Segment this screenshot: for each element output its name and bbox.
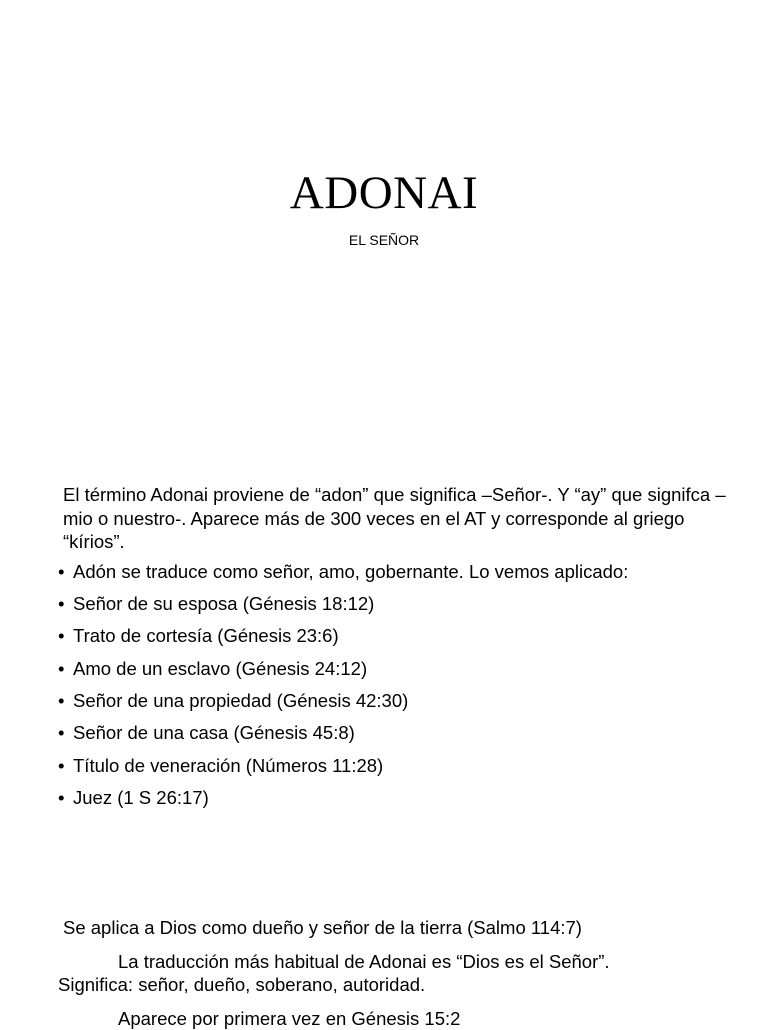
bullet-text: Adón se traduce como señor, amo, gobernante. Lo vemos aplicado: [73, 561, 628, 582]
bullet-text: Señor de una propiedad (Génesis 42:30) [73, 690, 408, 711]
slide-title: ADONAI [0, 164, 768, 222]
bullet-marker: • [58, 786, 64, 810]
bullet-text: Trato de cortesía (Génesis 23:6) [73, 625, 339, 646]
outro-section [58, 916, 738, 1030]
bullet-item [58, 560, 738, 592]
bullet-text: Juez (1 S 26:17) [73, 787, 209, 808]
bullet-marker: • [58, 624, 64, 648]
outro-line-2: La traducción más habitual de Adonai es “Dios es el Señor”. [58, 950, 738, 974]
bullet-text: Señor de una casa (Génesis 45:8) [73, 722, 355, 743]
outro-line-1: Se aplica a Dios como dueño y señor de la tierra (Salmo 114:7) [58, 916, 738, 940]
outro-line-3: Significa: señor, dueño, soberano, autoridad. [58, 973, 738, 997]
bullet-item [58, 624, 738, 656]
bullet-item [58, 657, 738, 689]
bullet-item [58, 689, 738, 721]
bullet-item [58, 786, 738, 818]
bullet-marker: • [58, 560, 64, 584]
slide-subtitle: EL SEÑOR [0, 230, 768, 250]
bullet-list [58, 560, 738, 819]
intro-paragraph: El término Adonai proviene de “adon” que significa –Señor-. Y “ay” que signifca –mio o nuestro-. Aparece más de 300 veces en el AT y corresponde al griego “kírios”. [58, 483, 738, 554]
bullet-marker: • [58, 721, 64, 745]
bullet-item [58, 592, 738, 624]
outro-line-4: Aparece por primera vez en Génesis 15:2 [58, 1007, 738, 1030]
bullet-marker: • [58, 689, 64, 713]
bullet-text: Amo de un esclavo (Génesis 24:12) [73, 658, 367, 679]
bullet-marker: • [58, 657, 64, 681]
bullet-item [58, 754, 738, 786]
bullet-item [58, 721, 738, 753]
bullet-text: Título de veneración (Números 11:28) [73, 755, 383, 776]
bullet-marker: • [58, 754, 64, 778]
bullet-text: Señor de su esposa (Génesis 18:12) [73, 593, 374, 614]
intro-section [58, 483, 738, 819]
bullet-marker: • [58, 592, 64, 616]
